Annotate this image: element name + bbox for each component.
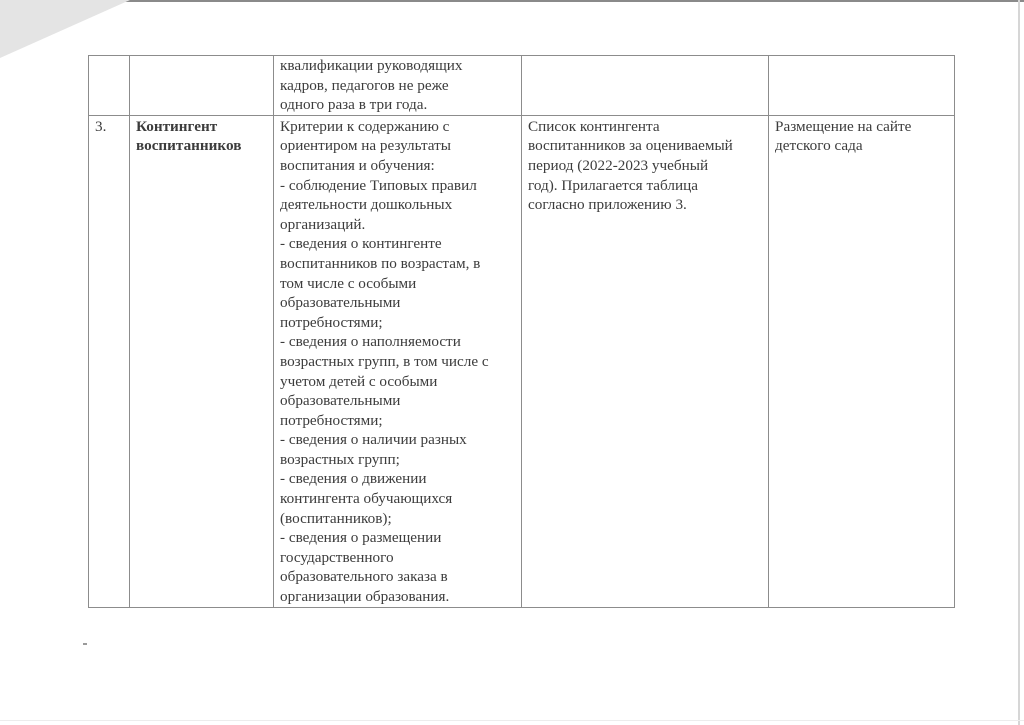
section-title-line: Контингент xyxy=(136,117,218,135)
cell-number xyxy=(89,56,130,116)
cell-criteria xyxy=(274,56,522,116)
cell-placement xyxy=(769,115,955,607)
documents-line: Список контингента xyxy=(528,117,660,135)
criteria-line: ориентиром на результаты xyxy=(280,137,451,155)
criteria-line: Критерии к содержанию с xyxy=(280,117,450,135)
scan-stray-mark xyxy=(83,643,87,645)
table-row-contingent xyxy=(89,115,955,607)
scan-folded-corner xyxy=(0,0,130,58)
criteria-line: квалификации руководящих xyxy=(280,57,463,74)
criteria-line: учетом детей с особыми xyxy=(280,372,438,390)
criteria-line: одного раза в три года. xyxy=(280,96,428,114)
criteria-line: образовательными xyxy=(280,294,401,312)
criteria-line: потребностями; xyxy=(280,411,383,429)
cell-number xyxy=(89,115,130,607)
criteria-line: - соблюдение Типовых правил xyxy=(280,176,477,194)
criteria-line: деятельности дошкольных xyxy=(280,196,453,214)
table-row-continuation xyxy=(89,56,955,116)
scan-page-right-edge xyxy=(1018,0,1020,725)
criteria-line: том числе с особыми xyxy=(280,274,417,292)
cell-placement xyxy=(769,56,955,116)
criteria-line: потребностями; xyxy=(280,313,383,331)
cell-criteria xyxy=(274,115,522,607)
criteria-line: (воспитанников); xyxy=(280,509,392,527)
criteria-line: - сведения о размещении xyxy=(280,529,442,547)
documents-line: согласно приложению 3. xyxy=(528,196,687,214)
documents-line: воспитанников за оцениваемый xyxy=(528,137,733,155)
criteria-line: возрастных групп; xyxy=(280,450,400,468)
criteria-line: контингента обучающихся xyxy=(280,490,453,508)
criteria-table xyxy=(88,55,955,608)
criteria-line: воспитания и обучения: xyxy=(280,156,435,174)
documents-line: год). Прилагается таблица xyxy=(528,176,698,194)
criteria-line: - сведения о движении xyxy=(280,470,427,488)
documents-line: период (2022-2023 учебный xyxy=(528,156,709,174)
criteria-line: - сведения о наполняемости xyxy=(280,333,461,351)
criteria-line: воспитанников по возрастам, в xyxy=(280,254,481,272)
criteria-line: кадров, педагогов не реже xyxy=(280,76,449,94)
placement-line: Размещение на сайте xyxy=(775,117,912,135)
placement-line: детского сада xyxy=(775,137,863,155)
criteria-line: государственного xyxy=(280,548,394,566)
criteria-line: - сведения о наличии разных xyxy=(280,431,467,449)
scan-page-bottom-edge xyxy=(0,720,1024,721)
cell-name xyxy=(130,56,274,116)
criteria-line: образовательного заказа в xyxy=(280,568,448,586)
criteria-line: организации образования. xyxy=(280,588,450,606)
row-number: 3. xyxy=(95,117,107,135)
cell-documents xyxy=(522,115,769,607)
criteria-line: возрастных групп, в том числе с xyxy=(280,352,489,370)
cell-documents xyxy=(522,56,769,116)
cell-name xyxy=(130,115,274,607)
criteria-line: - сведения о контингенте xyxy=(280,235,442,253)
criteria-line: образовательными xyxy=(280,392,401,410)
scan-page-top-edge xyxy=(0,0,1024,2)
criteria-line: организаций. xyxy=(280,215,366,233)
section-title-line: воспитанников xyxy=(136,137,242,155)
